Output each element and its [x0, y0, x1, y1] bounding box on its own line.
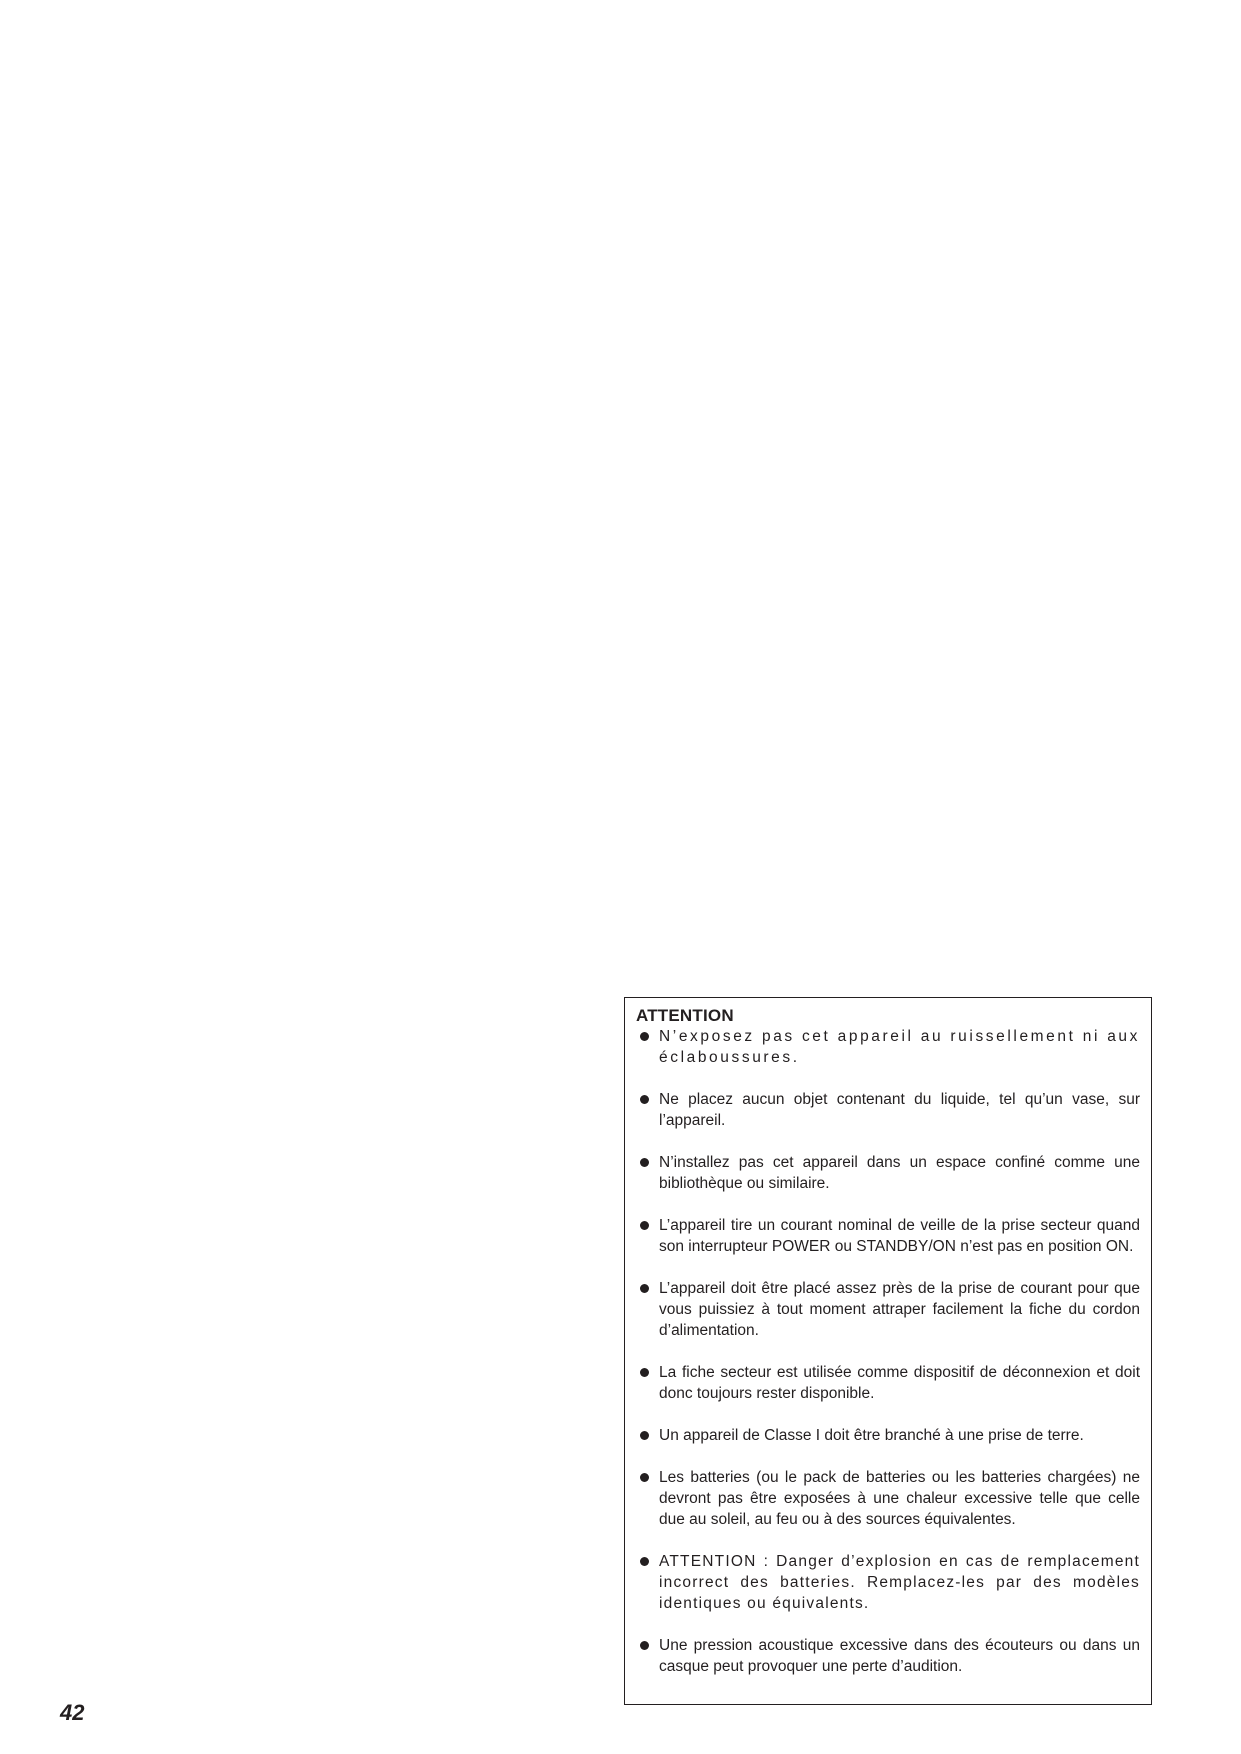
bullet-icon [640, 1641, 649, 1650]
notice-item [636, 1635, 1140, 1677]
attention-heading: ATTENTION [636, 1006, 734, 1025]
notice-item [636, 1089, 1140, 1131]
bullet-icon [640, 1221, 649, 1230]
bullet-icon [640, 1158, 649, 1167]
notice-item [636, 1026, 1140, 1068]
notice-text: La fiche secteur est utilisée comme dispositif de déconnexion et doit donc toujours rester disponible. [659, 1364, 1140, 1402]
notice-item [636, 1215, 1140, 1257]
bullet-icon [640, 1032, 649, 1041]
notice-item [636, 1152, 1140, 1194]
notice-text: Une pression acoustique excessive dans des écouteurs ou dans un casque peut provoquer une perte d’audition. [659, 1637, 1140, 1675]
notice-text: N’installez pas cet appareil dans un espace confiné comme une bibliothèque ou similaire. [659, 1154, 1140, 1192]
notice-text: Un appareil de Classe I doit être branché à une prise de terre. [659, 1427, 1084, 1444]
notice-text: N’exposez pas cet appareil au ruissellement ni aux éclaboussures. [659, 1028, 1140, 1066]
bullet-icon [640, 1284, 649, 1293]
bullet-icon [640, 1095, 649, 1104]
notice-text: L’appareil tire un courant nominal de veille de la prise secteur quand son interrupteur POWER ou STANDBY/ON n’est pas en position ON. [659, 1217, 1140, 1255]
notice-item [636, 1467, 1140, 1530]
notice-list [636, 1026, 1140, 1677]
notice-item [636, 1425, 1140, 1446]
notice-text: Les batteries (ou le pack de batteries ou les batteries chargées) ne devront pas être exposées à une chaleur excessive telle que celle due au soleil, au feu ou à des sources équivalentes. [659, 1469, 1140, 1528]
notice-text: L’appareil doit être placé assez près de la prise de courant pour que vous puissiez à tout moment attraper facilement la fiche du cordon d’alimentation. [659, 1280, 1140, 1339]
page-number: 42 [60, 1700, 85, 1725]
notice-text: ATTENTION : Danger d’explosion en cas de remplacement incorrect des batteries. Remplacez-les par des modèles identiques ou équivalents. [659, 1553, 1140, 1612]
bullet-icon [640, 1557, 649, 1566]
attention-box [624, 997, 1152, 1705]
bullet-icon [640, 1431, 649, 1440]
notice-text: Ne placez aucun objet contenant du liquide, tel qu’un vase, sur l’appareil. [659, 1091, 1140, 1129]
notice-item [636, 1551, 1140, 1614]
bullet-icon [640, 1473, 649, 1482]
notice-item [636, 1278, 1140, 1341]
bullet-icon [640, 1368, 649, 1377]
notice-item [636, 1362, 1140, 1404]
